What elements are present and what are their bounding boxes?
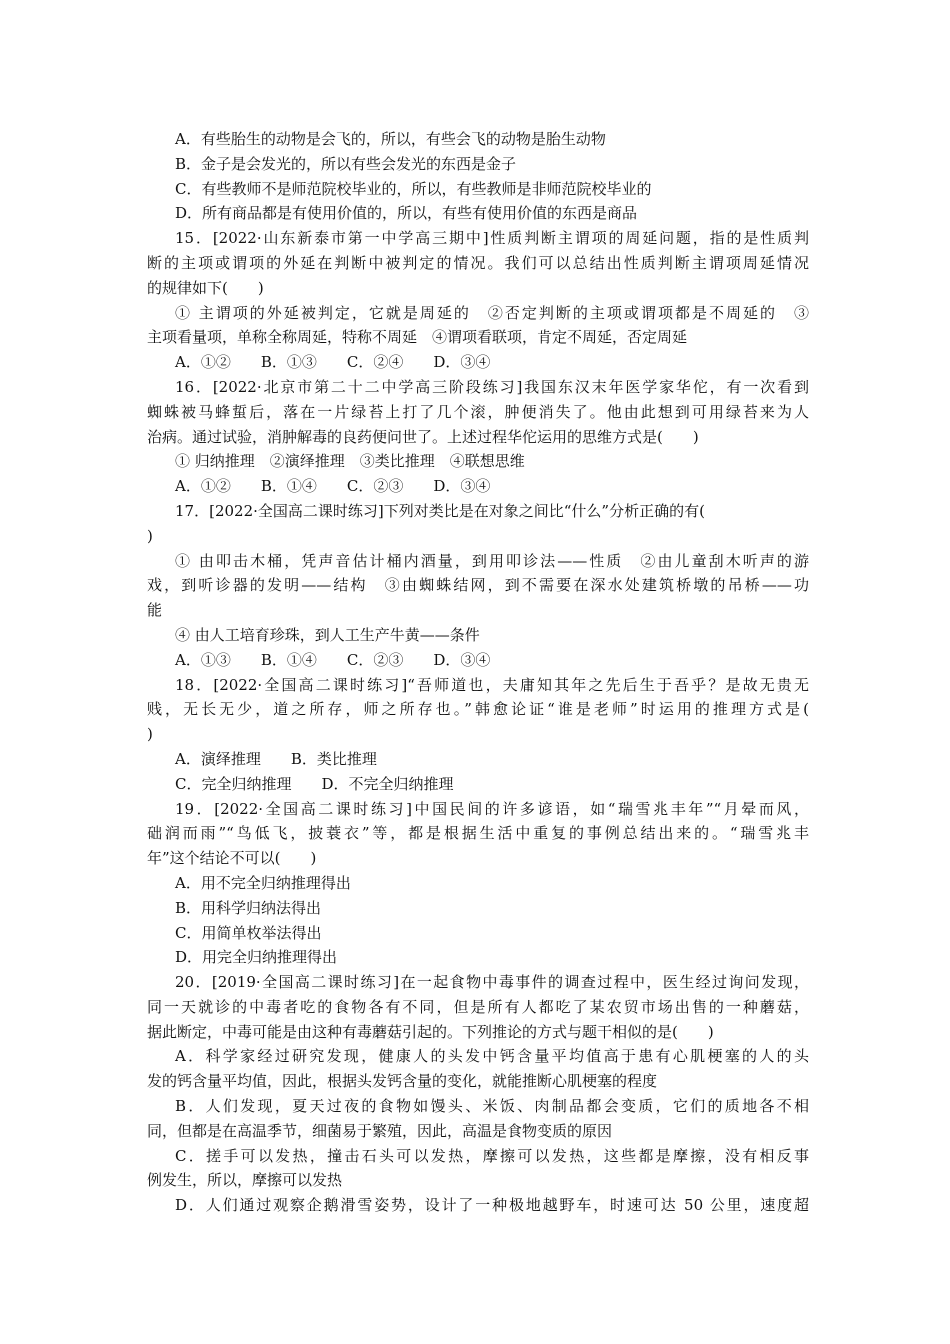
- text-line: 主项看量项，单称全称周延，特称不周延 ④谓项看联项，肯定不周延，否定周延: [147, 328, 688, 347]
- text-line: D．所有商品都是有使用价值的，所以，有些有使用价值的东西是商品: [175, 204, 638, 223]
- text-line: ): [147, 725, 153, 744]
- text-line: ① 归纳推理 ②演绎推理 ③类比推理 ④联想思维: [175, 452, 525, 471]
- text-line: 年”这个结论不可以( ): [147, 849, 317, 868]
- text-line: 的规律如下( ): [147, 278, 264, 297]
- text-line: 戏，到听诊器的发明——结构 ③由蜘蛛结网，到不需要在深水处建筑桥墩的吊桥——功: [147, 576, 809, 595]
- text-line: 贱，无长无少，道之所存，师之所存也。”韩愈论证“谁是老师”时运用的推理方式是(: [147, 700, 809, 719]
- text-line: A．①② B．①③ C．②④ D．③④: [175, 353, 491, 372]
- text-line: 例发生，所以，摩擦可以发热: [147, 1171, 343, 1190]
- text-line: A．用不完全归纳推理得出: [175, 873, 351, 892]
- text-line: D．用完全归纳推理得出: [175, 948, 338, 967]
- text-line: C．用简单枚举法得出: [175, 923, 322, 942]
- text-line: ① 由叩击木桶，凭声音估计桶内酒量，到用叩诊法——性质 ②由儿童刮木听声的游: [175, 551, 809, 570]
- text-line: 发的钙含量平均值，因此，根据头发钙含量的变化，就能推断心肌梗塞的程度: [147, 1072, 658, 1091]
- text-line: 16．[2022·北京市第二十二中学高三阶段练习]我国东汉末年医学家华佗，有一次看到: [175, 377, 809, 396]
- text-line: 同一天就诊的中毒者吃的食物各有不同，但是所有人都吃了某农贸市场出售的一种蘑菇，: [147, 997, 809, 1016]
- question-text-block: [147, 127, 809, 1218]
- text-line: 19．[2022·全国高二课时练习]中国民间的许多谚语，如“瑞雪兆丰年”“月晕而风，: [175, 799, 809, 818]
- text-line: C．有些教师不是师范院校毕业的，所以，有些教师是非师范院校毕业的: [175, 179, 652, 198]
- text-line: 20．[2019·全国高二课时练习]在一起食物中毒事件的调查过程中，医生经过询问发现，: [175, 973, 809, 992]
- text-line: C．完全归纳推理 D．不完全归纳推理: [175, 774, 454, 793]
- text-line: A．演绎推理 B．类比推理: [175, 749, 377, 768]
- text-line: A．①③ B．①④ C．②③ D．③④: [175, 650, 491, 669]
- text-line: A．有些胎生的动物是会飞的，所以，有些会飞的动物是胎生动物: [175, 130, 606, 148]
- text-line: 15．[2022·山东新泰市第一中学高三期中]性质判断主谓项的周延问题，指的是性质判: [175, 229, 809, 248]
- text-line: B．人们发现，夏天过夜的食物如馒头、米饭、肉制品都会变质，它们的质地各不相: [175, 1097, 809, 1116]
- text-line: ① 主谓项的外延被判定，它就是周延的 ②否定判断的主项或谓项都是不周延的 ③: [175, 303, 809, 322]
- text-line: A．科学家经过研究发现，健康人的头发中钙含量平均值高于患有心肌梗塞的人的头: [175, 1047, 809, 1066]
- text-line: 础润而雨”“鸟低飞，披蓑衣”等，都是根据生活中重复的事例总结出来的。“瑞雪兆丰: [147, 824, 809, 843]
- text-line: 18．[2022·全国高二课时练习]“吾师道也，夫庸知其年之先后生于吾乎？是故无贵无: [175, 675, 809, 694]
- text-line: 蜘蛛被马蜂蜇后，落在一片绿苔上打了几个滚，肿便消失了。他由此想到可用绿苔来为人: [147, 402, 809, 421]
- text-line: 能: [147, 601, 163, 620]
- text-line: 17．[2022·全国高二课时练习]下列对类比是在对象之间比“什么”分析正确的有(: [175, 501, 705, 520]
- text-line: 断的主项或谓项的外延在判断中被判定的情况。我们可以总结出性质判断主谓项周延情况: [147, 253, 809, 272]
- text-line: C．搓手可以发热，撞击石头可以发热，摩擦可以发热，这些都是摩擦，没有相反事: [175, 1146, 809, 1165]
- text-line: 治病。通过试验，消肿解毒的良药便问世了。上述过程华佗运用的思维方式是( ): [147, 427, 699, 446]
- text-line: ): [147, 526, 153, 545]
- text-line: ④ 由人工培育珍珠，到人工生产牛黄——条件: [175, 625, 480, 644]
- text-line: A．①② B．①④ C．②③ D．③④: [175, 477, 491, 496]
- text-line: 据此断定，中毒可能是由这种有毒蘑菇引起的。下列推论的方式与题干相似的是( ): [147, 1022, 714, 1041]
- text-line: 同，但都是在高温季节，细菌易于繁殖，因此，高温是食物变质的原因: [147, 1121, 613, 1140]
- text-line: D．人们通过观察企鹅滑雪姿势，设计了一种极地越野车，时速可达 50 公里，速度超: [175, 1196, 809, 1215]
- text-line: B．金子是会发光的，所以有些会发光的东西是金子: [175, 154, 517, 173]
- text-line: B．用科学归纳法得出: [175, 898, 322, 917]
